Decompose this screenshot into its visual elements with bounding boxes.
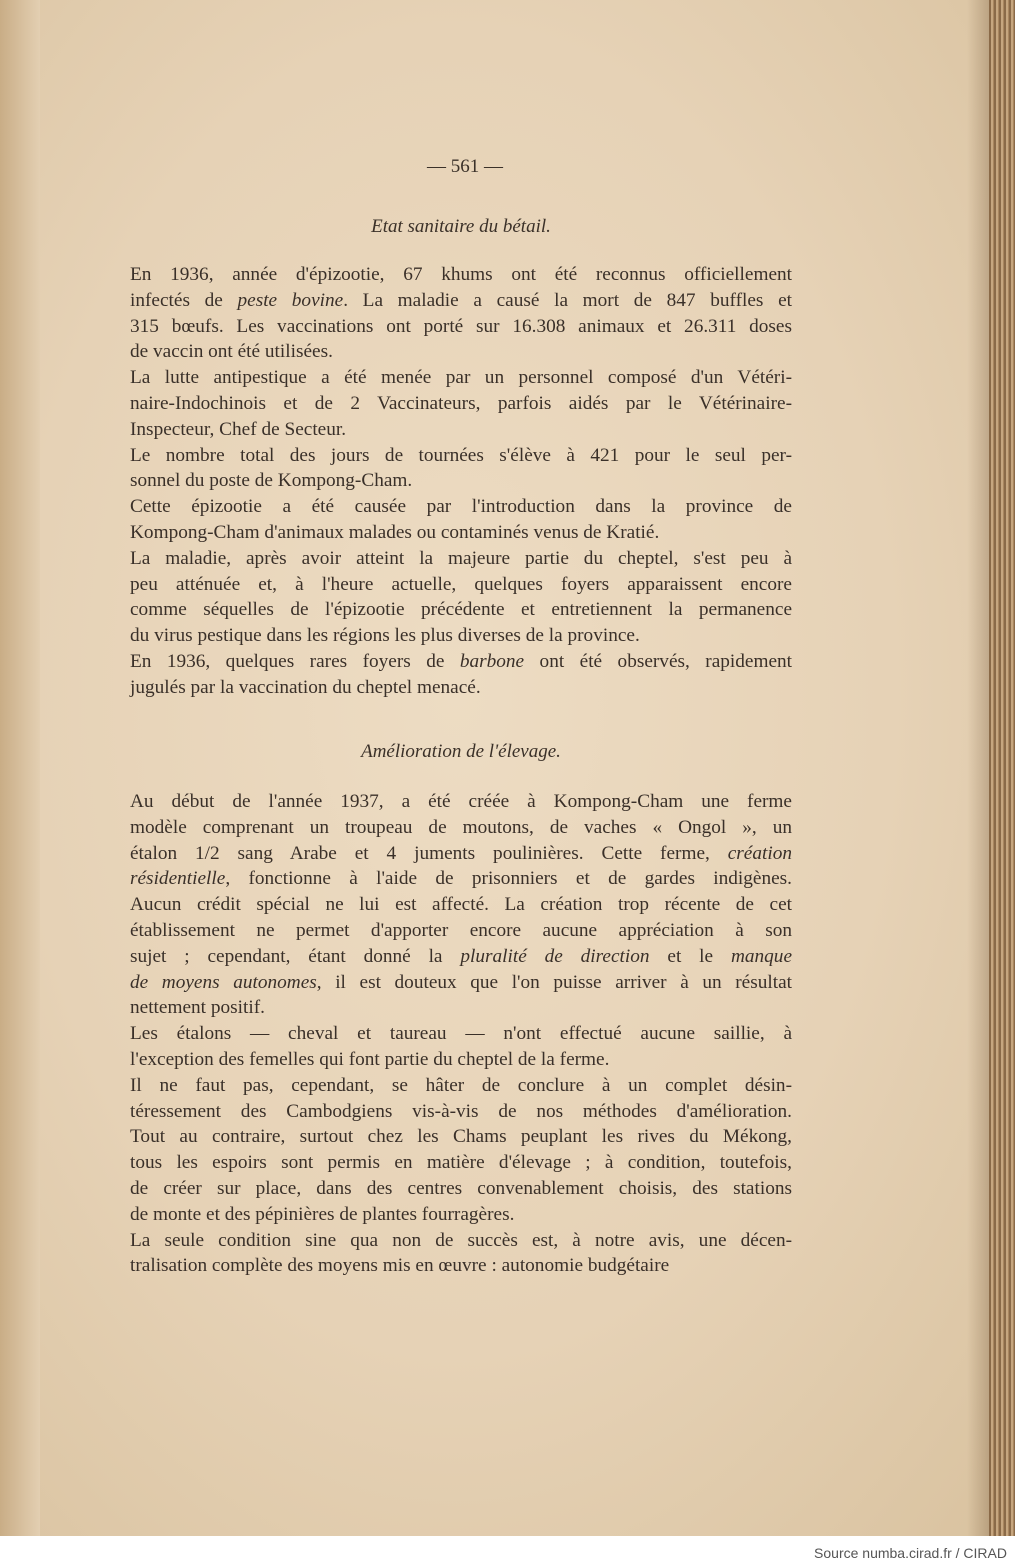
text-line [130,365,792,391]
page-number: — 561 — [427,156,503,177]
text-line [130,339,792,365]
text-segment: de monte et des pépinières de plantes fourragères. [130,1203,515,1225]
text-segment: modèle comprenant un troupeau de moutons, de vaches « Ongol », un [130,816,792,838]
text-segment: étalon 1/2 sang Arabe et 4 juments poulinières. Cette ferme, [130,842,728,864]
text-line [130,1124,792,1150]
text-line [130,1073,792,1099]
text-line [130,866,792,892]
text-segment: La lutte antipestique a été menée par un personnel composé d'un Vétéri- [130,367,792,389]
text-segment: Il ne faut pas, cependant, se hâter de conclure à un complet désin- [130,1074,792,1096]
text-line [130,417,792,443]
text-segment: ont été observés, rapidement [524,650,793,672]
text-segment: , il est douteux que l'on puisse arriver à un résultat [316,971,792,993]
text-segment: sujet ; cependant, étant donné la [130,945,461,967]
text-line [130,443,792,469]
text-line [130,841,792,867]
paragraph [130,1021,792,1073]
text-segment: La maladie, après avoir atteint la majeure partie du cheptel, s'est peu à [130,547,792,569]
italic-text: pluralité de direction [460,945,650,967]
text-segment: infectés de [130,289,238,311]
text-segment: du virus pestique dans les régions les plus diverses de la province. [130,625,640,647]
text-line [130,468,792,494]
text-line [130,918,792,944]
text-line [130,288,792,314]
text-line [130,1253,792,1279]
paragraph [130,1228,792,1280]
text-segment: Aucun crédit spécial ne lui est affecté. La création trop récente de cet [130,894,792,916]
section-body-etat-sanitaire [130,262,792,701]
text-segment: Kompong-Cham d'animaux malades ou contaminés venus de Kratié. [130,521,660,543]
section-body-amelioration [130,789,792,1279]
text-line [130,1021,792,1047]
text-line [130,675,792,701]
text-line [130,892,792,918]
book-gutter [0,0,40,1536]
text-segment: Inspecteur, Chef de Secteur. [130,418,347,440]
section-heading-etat-sanitaire: Etat sanitaire du bétail. [371,216,551,237]
text-segment: téressement des Cambodgiens vis-à-vis de nos méthodes d'amélioration. [130,1100,792,1122]
paragraph [130,443,792,495]
text-segment: En 1936, quelques rares foyers de [130,650,460,672]
text-segment: établissement ne permet d'apporter encore aucune appréciation à son [130,919,792,941]
paragraph [130,649,792,701]
text-segment: peu atténuée et, à l'heure actuelle, quelques foyers apparaissent encore [130,573,792,595]
page-shadow [967,0,989,1536]
text-segment: Cette épizootie a été causée par l'introduction dans la province de [130,496,792,518]
text-segment: tous les espoirs sont permis en matière d'élevage ; à condition, toutefois, [130,1152,792,1174]
text-segment: comme séquelles de l'épizootie précédente et entretiennent la permanence [130,599,792,621]
text-segment: Au début de l'année 1937, a été créée à Kompong-Cham une ferme [130,791,792,812]
italic-text: peste bovine [237,289,344,311]
text-line [130,314,792,340]
text-segment: La seule condition sine qua non de succès est, à notre avis, une décen- [130,1229,792,1251]
text-line [130,494,792,520]
text-segment: 315 bœufs. Les vaccinations ont porté sur 16.308 animaux et 26.311 doses [130,315,792,337]
text-segment: Tout au contraire, surtout chez les Chams peuplant les rives du Mékong, [130,1126,792,1148]
text-line [130,995,792,1021]
section-heading-amelioration: Amélioration de l'élevage. [361,741,561,762]
paragraph [130,546,792,649]
italic-text: résidentielle [130,868,226,890]
text-segment: sonnel du poste de Kompong-Cham. [130,470,413,492]
source-credit: Source numba.cirad.fr / CIRAD [814,1545,1007,1561]
text-segment: l'exception des femelles qui font partie du cheptel de la ferme. [130,1048,610,1070]
text-line [130,1099,792,1125]
text-segment: , fonctionne à l'aide de prisonniers et de gardes indigènes. [225,868,792,890]
italic-text: manque [730,945,792,967]
text-line [130,1228,792,1254]
italic-text: de moyens autonomes [130,971,317,993]
text-segment: et le [649,945,731,967]
text-line [130,1047,792,1073]
italic-text: création [727,842,792,864]
text-line [130,815,792,841]
text-segment: . La maladie a causé la mort de 847 buffles et [343,289,792,311]
paragraph [130,1073,792,1228]
text-segment: de créer sur place, dans des centres convenablement choisis, des stations [130,1177,792,1199]
text-line [130,520,792,546]
paragraph [130,789,792,1021]
text-line [130,789,792,815]
text-line [130,649,792,675]
text-segment: naire-Indochinois et de 2 Vaccinateurs, parfois aidés par le Vétérinaire- [130,392,792,414]
text-line [130,262,792,288]
text-line [130,391,792,417]
text-segment: Le nombre total des jours de tournées s'élève à 421 pour le seul per- [130,444,792,466]
text-line [130,546,792,572]
paragraph [130,262,792,365]
text-line [130,970,792,996]
text-segment: jugulés par la vaccination du cheptel menacé. [130,676,481,698]
text-line [130,1176,792,1202]
text-segment: Les étalons — cheval et taureau — n'ont effectué aucune saillie, à [130,1023,792,1045]
text-segment: nettement positif. [130,997,265,1019]
book-page-edges [989,0,1015,1536]
text-line [130,1202,792,1228]
italic-text: barbone [459,650,525,672]
text-line [130,623,792,649]
paragraph [130,365,792,442]
text-segment: de vaccin ont été utilisées. [130,341,333,363]
text-line [130,1150,792,1176]
paragraph [130,494,792,546]
text-line [130,597,792,623]
text-segment: En 1936, année d'épizootie, 67 khums ont été reconnus officiellement [130,264,792,285]
text-line [130,572,792,598]
text-line [130,944,792,970]
text-segment: tralisation complète des moyens mis en œuvre : autonomie budgétaire [130,1255,670,1277]
